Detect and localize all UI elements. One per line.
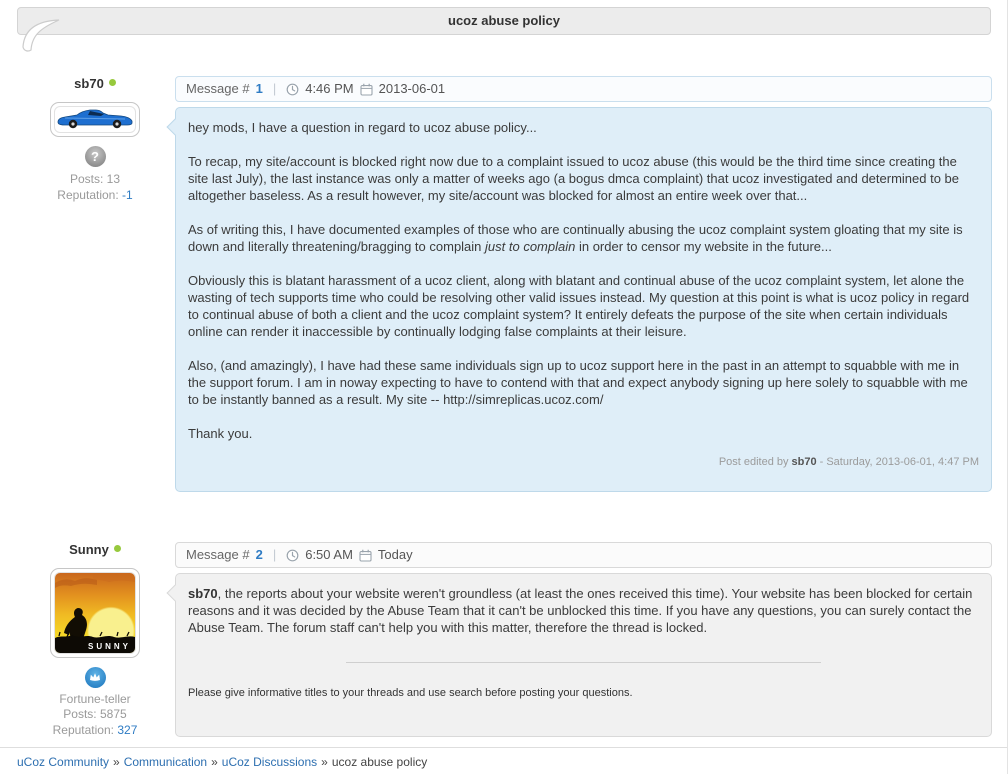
breadcrumb [0, 747, 1007, 774]
post-1-message-body [175, 107, 992, 492]
post-2-user-panel [20, 536, 170, 738]
online-status-icon [114, 545, 121, 552]
breadcrumb-link-discussions[interactable]: uCoz Discussions [221, 755, 318, 769]
post-date: Today [377, 547, 413, 562]
post-time: 4:46 PM [305, 81, 354, 96]
post-2 [20, 536, 992, 738]
message-number-link[interactable]: 2 [255, 547, 263, 562]
paragraph: sb70, the reports about your website weren't groundless (at least the ones received this time). Your website has been blocked for certain reasons and it was decided by the Abuse Team that it can't be unblocked this time. If you have any questions, you can surely contact the Abuse Team. The forum staff can't help you with this matter, therefore the thread is locked. [188, 586, 973, 635]
post-edited-note: Post edited by sb70 - Saturday, 2013-06-01, 4:47 PM [718, 456, 979, 468]
calendar-icon [360, 83, 373, 96]
post-1-username-link[interactable]: sb70 [74, 76, 104, 91]
reputation-value[interactable]: -1 [122, 188, 133, 202]
post-1 [20, 70, 992, 492]
online-status-icon [109, 79, 116, 86]
breadcrumb-current: ucoz abuse policy [331, 755, 428, 769]
header-separator: | [272, 547, 277, 562]
post-date: 2013-06-01 [378, 81, 446, 96]
message-number-link[interactable]: 1 [255, 81, 263, 96]
paragraph: As of writing this, I have documented examples of those who are continually abusing the ucoz complaint system gloating that my site is down and literally threatening/bragging to complain just to complain in order to censor my website in the future... [188, 222, 963, 254]
post-1-message-header [175, 76, 992, 102]
paragraph: Obviously this is blatant harassment of a ucoz client, along with blatant and continual abuse of the ucoz complaint system, let alone the wasting of tech supports time who could be resolving other valid issues instead. My question at this point is what is ucoz policy in regard to continual abuse of both a client and the ucoz complaint system? It entirely defeats the purpose of the site when certain individuals online can render it inaccessible by continually lodging false complaints at their leisure. [188, 273, 970, 339]
breadcrumb-separator: » [321, 755, 328, 769]
paragraph: To recap, my site/account is blocked right now due to a complaint issued to ucoz abuse (this would be the third time since creating the site last July), the last instance was only a matter of weeks ago (a bogus dmca complaint) that ucoz investigated and determined to be altogether baseless. As a result however, my site/account was blocked for almost an entire week over that... [188, 154, 960, 203]
post-1-post-count: Posts: 13 [69, 172, 121, 186]
post-2-post-count: Posts: 5875 [63, 707, 127, 721]
post-2-message [175, 536, 992, 738]
question-badge-icon: ? [85, 146, 106, 167]
breadcrumb-link-communication[interactable]: Communication [123, 755, 208, 769]
mentioned-user: sb70 [188, 586, 218, 601]
avatar-caption: SUNNY [87, 642, 131, 651]
paragraph: hey mods, I have a question in regard to ucoz abuse policy... [188, 120, 537, 135]
post-2-username-row [20, 542, 170, 557]
paragraph: Also, (and amazingly), I have had these same individuals sign up to ucoz support here in the past in an attempt to squabble with me in the support forum. I am in noway expecting to have to contend with that and expect anybody signing up here solely to squabble with me to be instantly banned as a result. My site -- http://simreplicas.ucoz.com/ [188, 358, 968, 407]
message-label: Message # [186, 81, 250, 96]
post-1-reputation: Reputation: -1 [57, 188, 133, 202]
post-1-message [175, 70, 992, 492]
post-2-reputation: Reputation: 327 [52, 723, 138, 737]
edited-author: sb70 [791, 456, 817, 468]
post-2-message-body [175, 573, 992, 737]
thread-title-bar [17, 7, 991, 35]
post-2-avatar[interactable] [50, 568, 140, 658]
breadcrumb-separator: » [211, 755, 218, 769]
post-1-username-row [20, 76, 170, 91]
clock-icon [286, 83, 299, 96]
post-time: 6:50 AM [305, 547, 353, 562]
post-2-message-header [175, 542, 992, 568]
crown-badge-icon [85, 667, 106, 688]
paragraph: Thank you. [188, 426, 253, 441]
blue-car-avatar-icon [55, 107, 135, 129]
signature-text: Please give informative titles to your threads and use search before posting your questions. [188, 687, 633, 699]
breadcrumb-separator: » [113, 755, 120, 769]
post-1-user-panel [20, 70, 170, 492]
post-2-rank-title: Fortune-teller [59, 692, 131, 706]
clock-icon [286, 549, 299, 562]
signature-divider [346, 662, 821, 663]
post-2-username-link[interactable]: Sunny [69, 542, 109, 557]
italic-phrase: just to complain [485, 239, 576, 254]
calendar-icon [359, 549, 372, 562]
sunset-silhouette-avatar-icon [55, 573, 135, 653]
thread-title: ucoz abuse policy [448, 13, 560, 28]
page-curl-decoration [19, 17, 81, 53]
breadcrumb-link-community[interactable]: uCoz Community [17, 755, 110, 769]
post-1-avatar[interactable] [50, 102, 140, 137]
header-separator: | [272, 81, 277, 96]
message-label: Message # [186, 547, 250, 562]
reputation-value[interactable]: 327 [117, 723, 138, 737]
